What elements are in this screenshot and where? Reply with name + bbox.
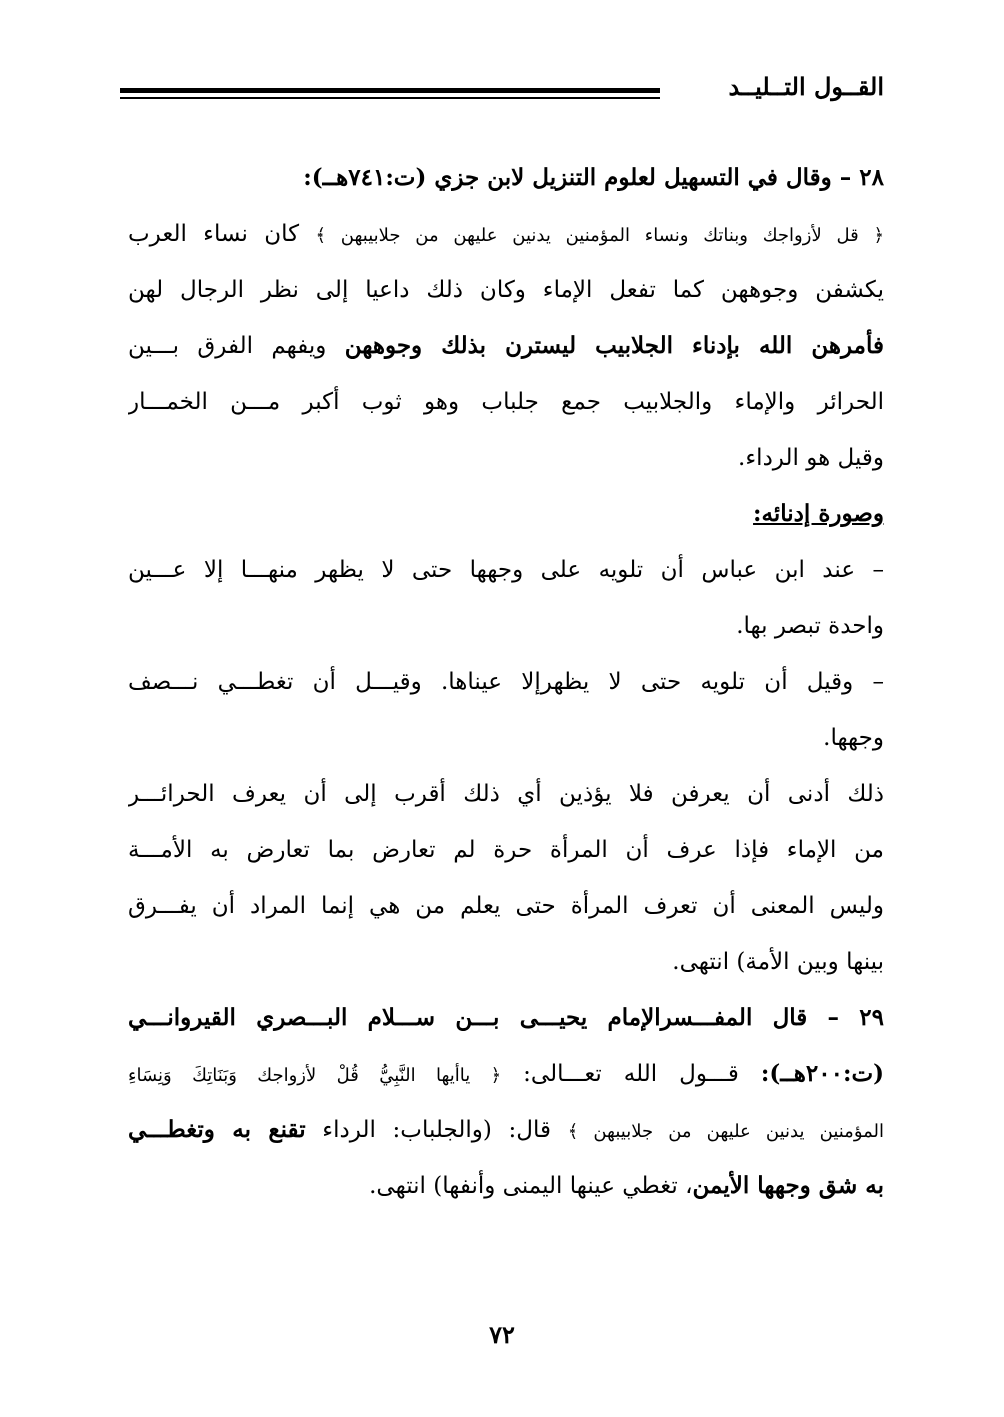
text-line — [128, 934, 884, 990]
text-line — [128, 1046, 884, 1102]
bold-text: وصورة إدنائه: — [753, 500, 884, 527]
bold-text: ٢٩ – قال المفـــسرالإمام يحيـــى بـــن ســـلام البـــصري القيروانـــي — [128, 1004, 884, 1031]
text-run: ، تغطي عينها اليمنى وأنفها) انتهى. — [369, 1173, 693, 1199]
text-run: وليس المعنى أن تعرف المرأة حتى يعلم من هي إنما المراد أن يفـــرق — [128, 893, 884, 919]
text-line — [128, 542, 884, 598]
text-line — [128, 262, 884, 318]
text-line — [128, 710, 884, 766]
header-rule-thick — [120, 88, 660, 93]
quran-quote: ﴿ قل لأزواجك وبناتك ونساء المؤمنين يدنين عليهن من جلابيبهن ﴾ — [315, 225, 884, 246]
header-rule-thin — [120, 97, 660, 99]
bold-text: (ت:٢٠٠هــ): — [760, 1060, 884, 1087]
text-run: – عند ابن عباس أن تلويه على وجهها حتى لا يظهر منهـــا إلا عـــين — [128, 557, 884, 583]
text-run: وجهها. — [823, 725, 884, 751]
text-line — [128, 430, 884, 486]
body-text — [128, 150, 884, 1214]
text-run: قـــول الله تعـــالى: — [501, 1061, 761, 1087]
quran-quote: المؤمنين يدنين عليهن من جلابيبهن ﴾ — [567, 1121, 884, 1142]
text-line — [128, 1158, 884, 1214]
text-line — [128, 766, 884, 822]
text-run: ذلك أدنى أن يعرفن فلا يؤذين أي ذلك أقرب إلى أن يعرف الحرائـــر — [128, 781, 884, 807]
text-line — [128, 486, 884, 542]
text-line — [128, 598, 884, 654]
text-line — [128, 1102, 884, 1158]
bold-text: به شق وجهها الأيمن — [692, 1172, 884, 1199]
text-run: ويفهم الفرق بـــين — [128, 333, 345, 359]
text-line — [128, 654, 884, 710]
text-line — [128, 878, 884, 934]
quran-quote: ﴿ ياأيها النَّبِيُّ قُلْ لأزواجك وَبَنَاتِكَ وَنِسَاءِ — [128, 1065, 502, 1086]
text-run: قال: (والجلباب: الرداء — [305, 1117, 568, 1143]
text-run: بينها وبين الأمة) انتهى. — [672, 949, 884, 975]
text-line — [128, 990, 884, 1046]
text-run: واحدة تبصر بها. — [736, 613, 884, 639]
text-run: الحرائر والإماء والجلابيب جمع جلباب وهو ثوب أكبر مـــن الخمـــار — [128, 389, 884, 415]
text-line — [128, 150, 884, 206]
page-number: ٧٢ — [489, 1320, 515, 1349]
text-line — [128, 822, 884, 878]
text-run: وقيل هو الرداء. — [738, 445, 884, 471]
text-run: من الإماء فإذا عرف أن المرأة حرة لم تعارض بما تعارض به الأمـــة — [128, 837, 884, 863]
text-line — [128, 374, 884, 430]
text-run: – وقيل أن تلويه حتى لا يظهرإلا عيناها. وقيـــل أن تغطـــي نـــصف — [128, 669, 884, 695]
text-run: كان نساء العرب — [128, 221, 316, 247]
text-run: يكشفن وجوههن كما تفعل الإماء وكان ذلك داعيا إلى نظر الرجال لهن — [128, 277, 884, 303]
text-line — [128, 206, 884, 262]
bold-text: تقنع به وتغطـــي — [128, 1116, 306, 1143]
running-header-title: القــول التــليــد — [728, 72, 884, 101]
bold-text: فأمرهن الله بإدناء الجلابيب ليسترن بذلك وجوههن — [344, 332, 884, 359]
bold-text: ٢٨ – وقال في التسهيل لعلوم التنزيل لابن جزي (ت:٧٤١هــ): — [303, 164, 884, 191]
text-line — [128, 318, 884, 374]
